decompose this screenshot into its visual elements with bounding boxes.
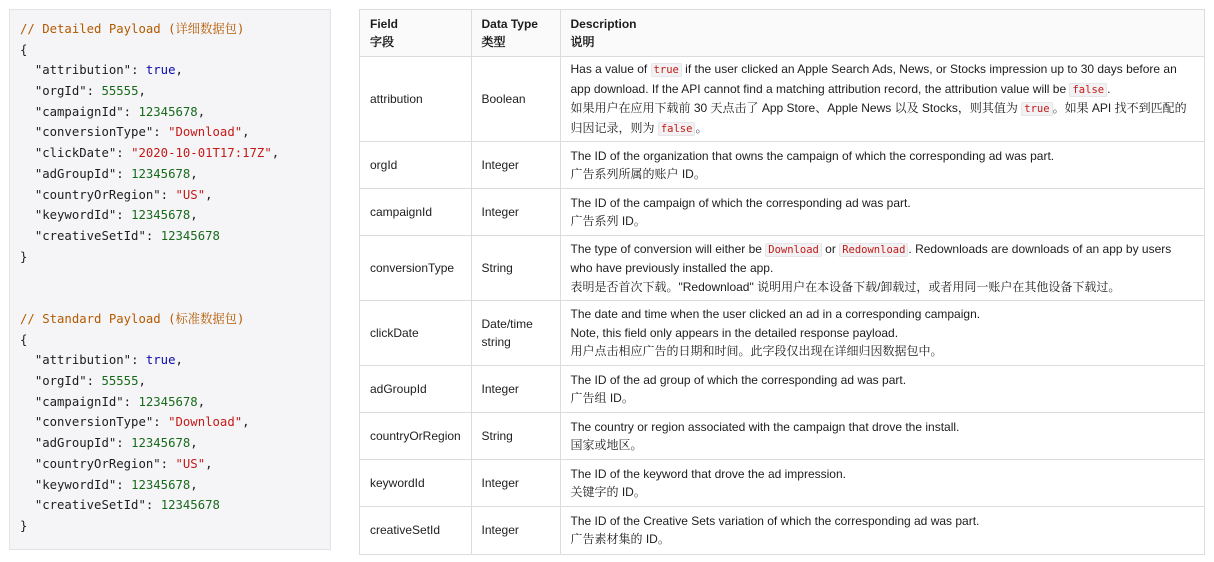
data-type-cell: Integer — [471, 142, 560, 189]
json-value: "Download" — [168, 415, 243, 430]
table-row — [360, 189, 1204, 236]
description-text: 广告素材集的 ID。 — [570, 532, 670, 547]
field-name-cell: campaignId — [360, 189, 471, 236]
field-name-cell: creativeSetId — [360, 507, 471, 554]
json-comma: , — [190, 208, 198, 223]
open-brace: { — [20, 42, 28, 57]
description-text: 用户点击相应广告的日期和时间。此字段仅出现在详细归因数据包中。 — [570, 344, 943, 359]
code-line: "orgId": 55555, — [34, 374, 146, 389]
code-line: "campaignId": 12345678, — [34, 104, 206, 119]
json-value: 12345678 — [160, 228, 220, 243]
description-paragraph — [571, 371, 1195, 390]
json-comma: , — [205, 456, 213, 471]
description-text: 广告系列所属的账户 ID。 — [570, 167, 706, 181]
json-key: "countryOrRegion" — [34, 187, 161, 202]
description-paragraph — [571, 389, 1195, 408]
json-key: "conversionType" — [34, 125, 154, 140]
inline-code: false — [658, 122, 696, 136]
code-line: "orgId": 55555, — [34, 84, 146, 99]
json-key: "campaignId" — [34, 104, 124, 119]
description-cell — [560, 57, 1204, 142]
header-label-cn: 说明 — [570, 35, 595, 49]
description-cell — [560, 236, 1204, 301]
inline-code: false — [1069, 83, 1107, 97]
json-comma: , — [197, 104, 206, 119]
description-cell — [560, 142, 1204, 189]
json-value: 55555 — [101, 374, 139, 389]
json-value: true — [145, 353, 176, 368]
description-cell — [560, 460, 1204, 507]
description-paragraph — [571, 465, 1195, 484]
code-line: "clickDate": "2020-10-01T17:17Z", — [34, 146, 280, 161]
field-name-cell: attribution — [360, 57, 471, 142]
description-paragraph — [571, 530, 1195, 549]
json-key: "adGroupId" — [34, 166, 117, 181]
json-key: "orgId" — [34, 374, 87, 389]
header-label: Description — [570, 16, 637, 31]
description-text: Has a value of — [570, 62, 651, 76]
description-cell — [560, 189, 1204, 236]
description-text: 广告系列 ID。 — [570, 214, 646, 228]
json-key: "attribution" — [34, 353, 132, 368]
standard-payload-block — [20, 309, 250, 537]
json-value: 12345678 — [131, 166, 191, 181]
description-paragraph — [571, 99, 1195, 138]
description-text: The country or region associated with the campaign that drove the install. — [570, 419, 960, 434]
description-paragraph — [571, 60, 1195, 99]
code-line: "campaignId": 12345678, — [34, 394, 206, 409]
description-cell — [560, 413, 1204, 460]
open-brace: { — [20, 332, 28, 347]
json-comma: , — [138, 84, 146, 99]
json-comma: , — [242, 125, 250, 140]
json-value: 12345678 — [131, 436, 191, 451]
inline-code: Redownload — [839, 243, 908, 257]
description-paragraph — [571, 278, 1195, 297]
standard-payload-comment: // Standard Payload (标准数据包) — [20, 312, 245, 326]
description-paragraph — [571, 483, 1195, 502]
detailed-payload-comment: // Detailed Payload (详细数据包) — [20, 22, 245, 36]
header-label-cn: 类型 — [481, 35, 506, 49]
data-type-cell: Integer — [471, 460, 560, 507]
header-label: Data Type — [481, 16, 538, 31]
header-data-type — [471, 10, 560, 57]
json-key: "creativeSetId" — [34, 228, 146, 243]
description-paragraph — [571, 324, 1195, 343]
description-paragraph — [571, 240, 1195, 278]
close-brace: } — [20, 518, 28, 533]
code-line: "attribution": true, — [34, 353, 183, 368]
data-type-cell: Integer — [471, 189, 560, 236]
code-line: "adGroupId": 12345678, — [34, 166, 198, 181]
description-text: 。 — [695, 120, 708, 135]
json-value: "Download" — [168, 125, 243, 140]
field-name-cell: countryOrRegion — [360, 413, 471, 460]
json-value: 12345678 — [138, 104, 198, 119]
description-text: if the user clicked an Apple Search Ads, News, or Stocks impression up to 30 days before an app download. If the API cannot find a matching attribution record, the attribution value will be — [570, 62, 1177, 96]
description-paragraph — [571, 165, 1195, 184]
code-line: "conversionType": "Download", — [34, 415, 250, 430]
description-text: The ID of the keyword that drove the ad impression. — [570, 466, 846, 481]
description-text: The ID of the organization that owns the campaign of which the corresponding ad was part. — [570, 148, 1055, 163]
field-name-cell: conversionType — [360, 236, 471, 301]
header-description — [560, 10, 1204, 57]
close-brace: } — [20, 249, 28, 264]
table-row — [360, 413, 1204, 460]
json-key: "attribution" — [34, 63, 132, 78]
table-row — [360, 507, 1204, 554]
table-row — [360, 57, 1204, 142]
description-cell — [560, 366, 1204, 413]
code-line: "attribution": true, — [34, 63, 183, 78]
description-text: The type of conversion will either be — [570, 241, 766, 256]
code-line: "keywordId": 12345678, — [34, 208, 198, 223]
description-paragraph — [571, 512, 1195, 531]
data-type-cell: String — [471, 236, 560, 301]
detailed-payload-block — [20, 19, 279, 267]
json-comma: , — [175, 63, 183, 78]
field-table — [359, 9, 1205, 555]
data-type-cell: String — [471, 413, 560, 460]
json-value: 12345678 — [160, 498, 220, 513]
description-cell — [560, 301, 1204, 366]
code-line: "keywordId": 12345678, — [34, 477, 198, 492]
data-type-cell: Integer — [471, 507, 560, 554]
code-line: "creativeSetId": 12345678 — [34, 498, 220, 513]
description-text: or — [821, 241, 840, 256]
field-name-cell: keywordId — [360, 460, 471, 507]
json-key: "keywordId" — [34, 477, 117, 492]
json-key: "campaignId" — [34, 394, 124, 409]
json-comma: , — [242, 415, 250, 430]
code-line: "adGroupId": 12345678, — [34, 436, 198, 451]
json-key: "adGroupId" — [34, 436, 117, 451]
data-type-cell: Boolean — [471, 57, 560, 142]
description-paragraph — [571, 147, 1195, 166]
description-paragraph — [571, 194, 1195, 213]
json-value: "US" — [175, 187, 206, 202]
description-text: 。如果 API 找不到匹配的归因记录，则为 — [570, 101, 1187, 135]
json-value: 55555 — [101, 84, 139, 99]
json-value: 12345678 — [131, 208, 191, 223]
json-comma: , — [175, 353, 183, 368]
json-value: "US" — [175, 456, 206, 471]
code-line: "creativeSetId": 12345678 — [34, 228, 220, 243]
inline-code: true — [1021, 102, 1052, 116]
description-text: 广告组 ID。 — [570, 391, 634, 405]
json-key: "countryOrRegion" — [34, 456, 161, 471]
description-text: 关键字的 ID。 — [570, 485, 646, 499]
field-name-cell: clickDate — [360, 301, 471, 366]
description-paragraph — [571, 418, 1195, 437]
json-comma: , — [197, 394, 206, 409]
description-text: The ID of the campaign of which the corresponding ad was part. — [570, 195, 911, 210]
header-field — [360, 10, 471, 57]
description-cell — [560, 507, 1204, 554]
description-paragraph — [571, 342, 1195, 361]
json-key: "conversionType" — [34, 415, 154, 430]
description-text: The ID of the Creative Sets variation of which the corresponding ad was part. — [570, 513, 980, 528]
description-paragraph — [571, 305, 1195, 324]
header-label: Field — [370, 16, 399, 31]
code-line: "countryOrRegion": "US", — [34, 456, 213, 471]
json-key: "creativeSetId" — [34, 498, 146, 513]
json-key: "keywordId" — [34, 208, 117, 223]
data-type-cell: Integer — [471, 366, 560, 413]
description-text: 国家或地区。 — [570, 438, 643, 452]
json-comma: , — [190, 477, 198, 492]
code-line: "conversionType": "Download", — [34, 125, 250, 140]
description-text: . Redownloads are downloads of an app by users who have previously installed the app. — [570, 241, 1172, 276]
json-comma: , — [271, 146, 280, 161]
table-header-row — [360, 10, 1204, 57]
json-value: 12345678 — [131, 477, 191, 492]
description-paragraph — [571, 212, 1195, 231]
description-text: Note, this field only appears in the detailed response payload. — [570, 325, 899, 340]
json-key: "clickDate" — [34, 146, 117, 161]
json-value: "2020-10-01T17:17Z" — [131, 146, 272, 161]
inline-code: true — [651, 63, 682, 77]
json-comma: , — [138, 374, 146, 389]
field-name-cell: orgId — [360, 142, 471, 189]
table-row — [360, 236, 1204, 301]
description-text: 表明是否首次下载。"Redownload" 说明用户在本设备下载/卸载过，或者用同一账户在其他设备下载过。 — [570, 279, 1121, 294]
json-comma: , — [190, 436, 198, 451]
field-name-cell: adGroupId — [360, 366, 471, 413]
description-paragraph — [571, 436, 1195, 455]
table-row — [360, 142, 1204, 189]
code-line: "countryOrRegion": "US", — [34, 187, 213, 202]
header-label-cn: 字段 — [370, 35, 395, 49]
table-row — [360, 301, 1204, 366]
description-text: The date and time when the user clicked an ad in a corresponding campaign. — [570, 307, 981, 322]
description-text: The ID of the ad group of which the corresponding ad was part. — [570, 372, 907, 387]
code-panel — [9, 9, 331, 550]
table-row — [360, 460, 1204, 507]
json-value: 12345678 — [138, 394, 198, 409]
json-key: "orgId" — [34, 84, 87, 99]
json-value: true — [145, 63, 176, 78]
json-comma: , — [190, 166, 198, 181]
inline-code: Download — [765, 243, 822, 257]
table-row — [360, 366, 1204, 413]
json-comma: , — [205, 187, 213, 202]
description-text: . — [1107, 81, 1111, 96]
data-type-cell: Date/time string — [471, 301, 560, 366]
description-text: 如果用户在应用下载前 30 天点击了 App Store、Apple News 以及 Stocks，则其值为 — [570, 101, 1022, 115]
